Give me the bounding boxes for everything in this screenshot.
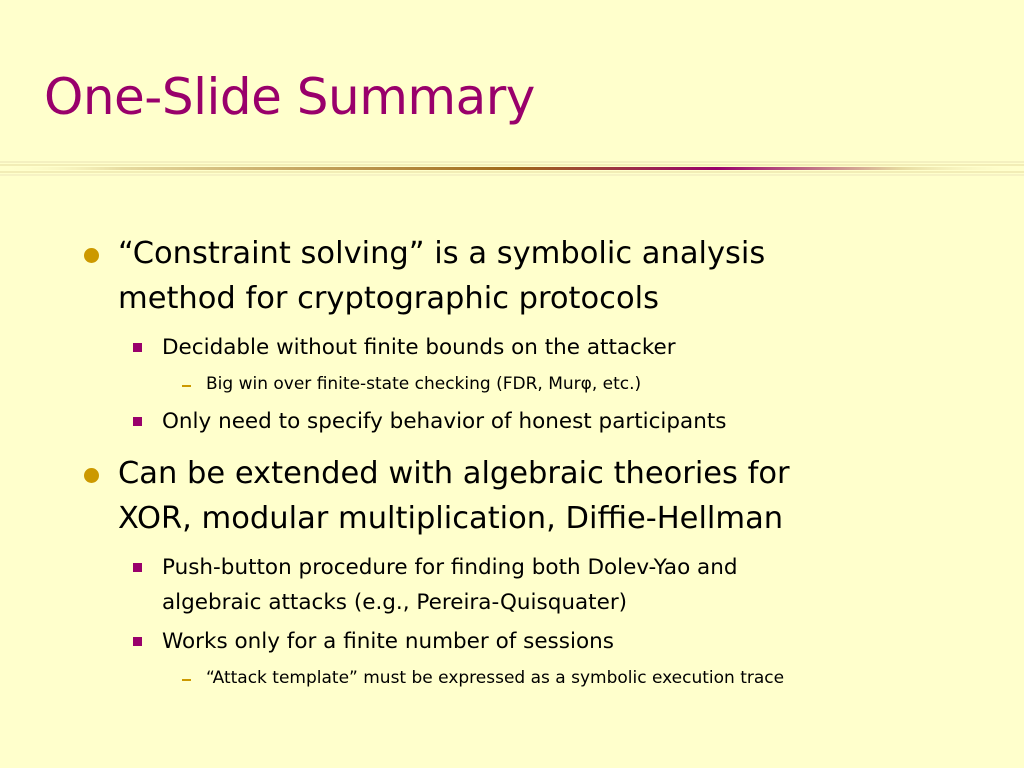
bullet-square [133,637,142,646]
bullet-square [133,563,142,572]
bullet-dot [84,468,99,483]
bullet-line: method for cryptographic protocols [118,281,659,316]
bullet-dash [182,679,191,681]
bullet-line: Only need to specify behavior of honest participants [162,409,727,434]
bullet-line: Big win over finite-state checking (FDR, Murφ, etc.) [206,374,642,394]
bullet-level3 [206,370,966,398]
bullet-level2 [162,404,942,439]
bullet-line: Push-button procedure for finding both Dolev-Yao and [162,555,738,580]
bullet-line: Works only for a finite number of sessions [162,629,614,654]
bullet-line: “Constraint solving” is a symbolic analysis [118,236,766,271]
bullet-line: algebraic attacks (e.g., Pereira-Quisquater) [162,590,628,615]
bullet-square [133,417,142,426]
bullet-line: Decidable without finite bounds on the attacker [162,335,676,360]
bullet-dot [84,248,99,263]
bullet-level2 [162,330,942,365]
slide-title: One-Slide Summary [44,68,535,126]
bullet-level2 [162,550,942,620]
bullet-level1 [118,231,938,321]
bullet-level3 [206,664,966,692]
bullet-square [133,343,142,352]
bullet-line: Can be extended with algebraic theories for [118,456,790,491]
bullet-line: XOR, modular multiplication, Diffie-Hellman [118,501,784,536]
bullet-level2 [162,624,942,659]
bullet-line: “Attack template” must be expressed as a symbolic execution trace [206,668,785,688]
bullet-level1 [118,451,938,541]
bullet-dash [182,385,191,387]
